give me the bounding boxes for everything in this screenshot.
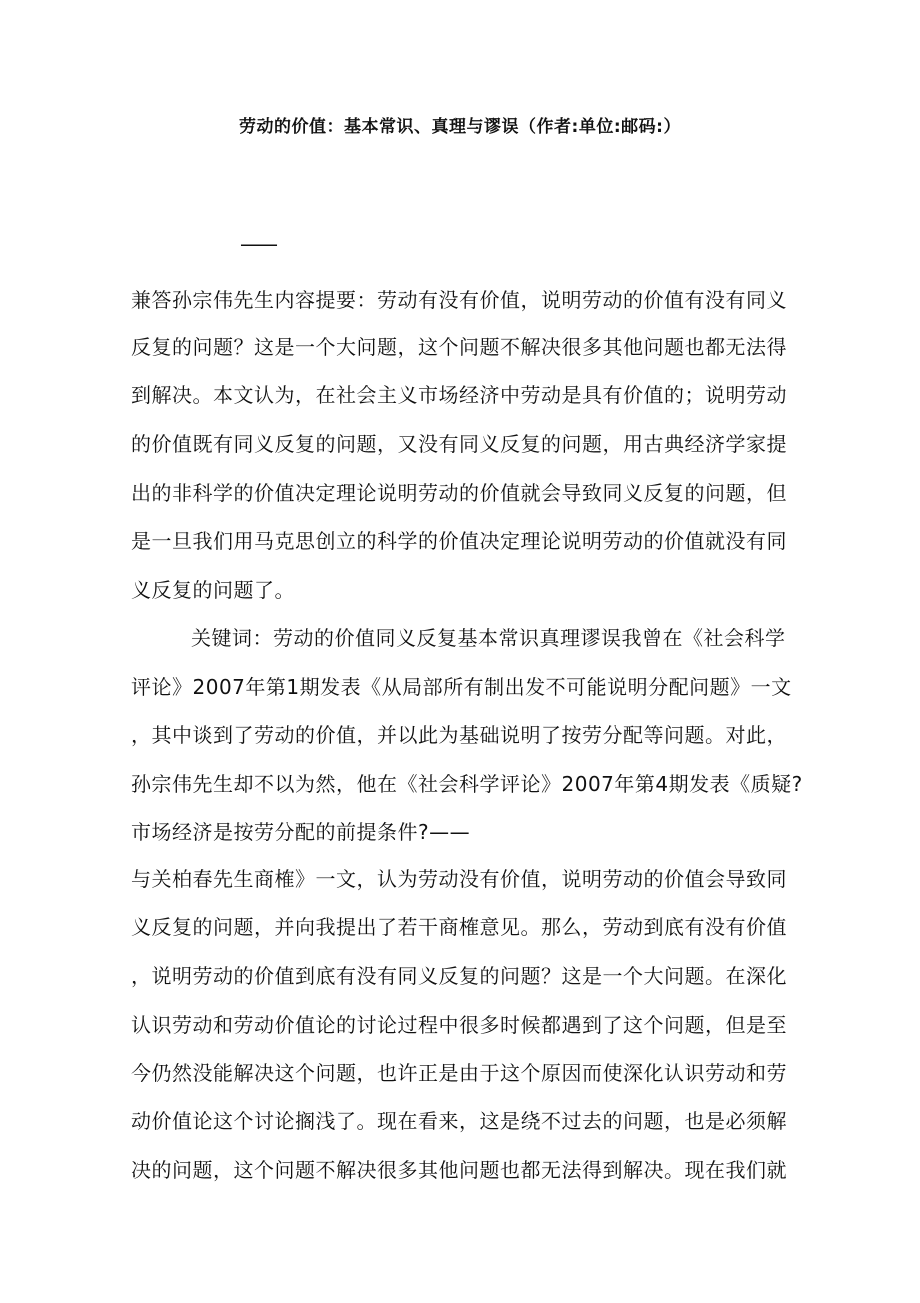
body-line: 关键词：劳动的价值同义反复基本常识真理谬误我曾在《社会科学	[191, 626, 786, 650]
body-line: ，其中谈到了劳动的价值，并以此为基础说明了按劳分配等问题。对此，	[131, 723, 787, 747]
body-line: 认识劳动和劳动价值论的讨论过程中很多时候都遇到了这个问题，但是至	[131, 1013, 787, 1037]
body-line: 义反复的问题，并向我提出了若干商榷意见。那么，劳动到底有没有价值	[131, 915, 787, 939]
title-dash: ——	[240, 232, 276, 256]
abstract-line: 的价值既有同义反复的问题，又没有同义反复的问题，用古典经济学家提	[131, 432, 787, 456]
abstract-line: 到解决。本文认为，在社会主义市场经济中劳动是具有价值的；说明劳动	[131, 383, 787, 407]
abstract-line: 义反复的问题了。	[131, 578, 295, 602]
abstract-line: 反复的问题？这是一个大问题，这个问题不解决很多其他问题也都无法得	[131, 335, 787, 359]
abstract-line: 是一旦我们用马克思创立的科学的价值决定理论说明劳动的价值就没有同	[131, 529, 787, 553]
document-title: 劳动的价值：基本常识、真理与谬误（作者:单位:邮码:）	[239, 117, 681, 137]
body-line: 与关柏春先生商榷》一文，认为劳动没有价值，说明劳动的价值会导致同	[131, 867, 787, 891]
body-line: 决的问题，这个问题不解决很多其他问题也都无法得到解决。现在我们就	[131, 1158, 787, 1182]
body-line: 市场经济是按劳分配的前提条件?——	[131, 820, 471, 844]
body-line: 今仍然没能解决这个问题，也许正是由于这个原因而使深化认识劳动和劳	[131, 1061, 787, 1085]
body-line: 孙宗伟先生却不以为然，他在《社会科学评论》2007年第4期发表《质疑?	[131, 772, 803, 796]
body-line: 动价值论这个讨论搁浅了。现在看来，这是绕不过去的问题，也是必须解	[131, 1109, 787, 1133]
abstract-line: 出的非科学的价值决定理论说明劳动的价值就会导致同义反复的问题，但	[131, 481, 787, 505]
body-line: 评论》2007年第1期发表《从局部所有制出发不可能说明分配问题》一文	[131, 675, 792, 699]
body-line: ，说明劳动的价值到底有没有同义反复的问题？这是一个大问题。在深化	[131, 964, 787, 988]
abstract-line: 兼答孙宗伟先生内容提要：劳动有没有价值，说明劳动的价值有没有同义	[131, 288, 787, 312]
